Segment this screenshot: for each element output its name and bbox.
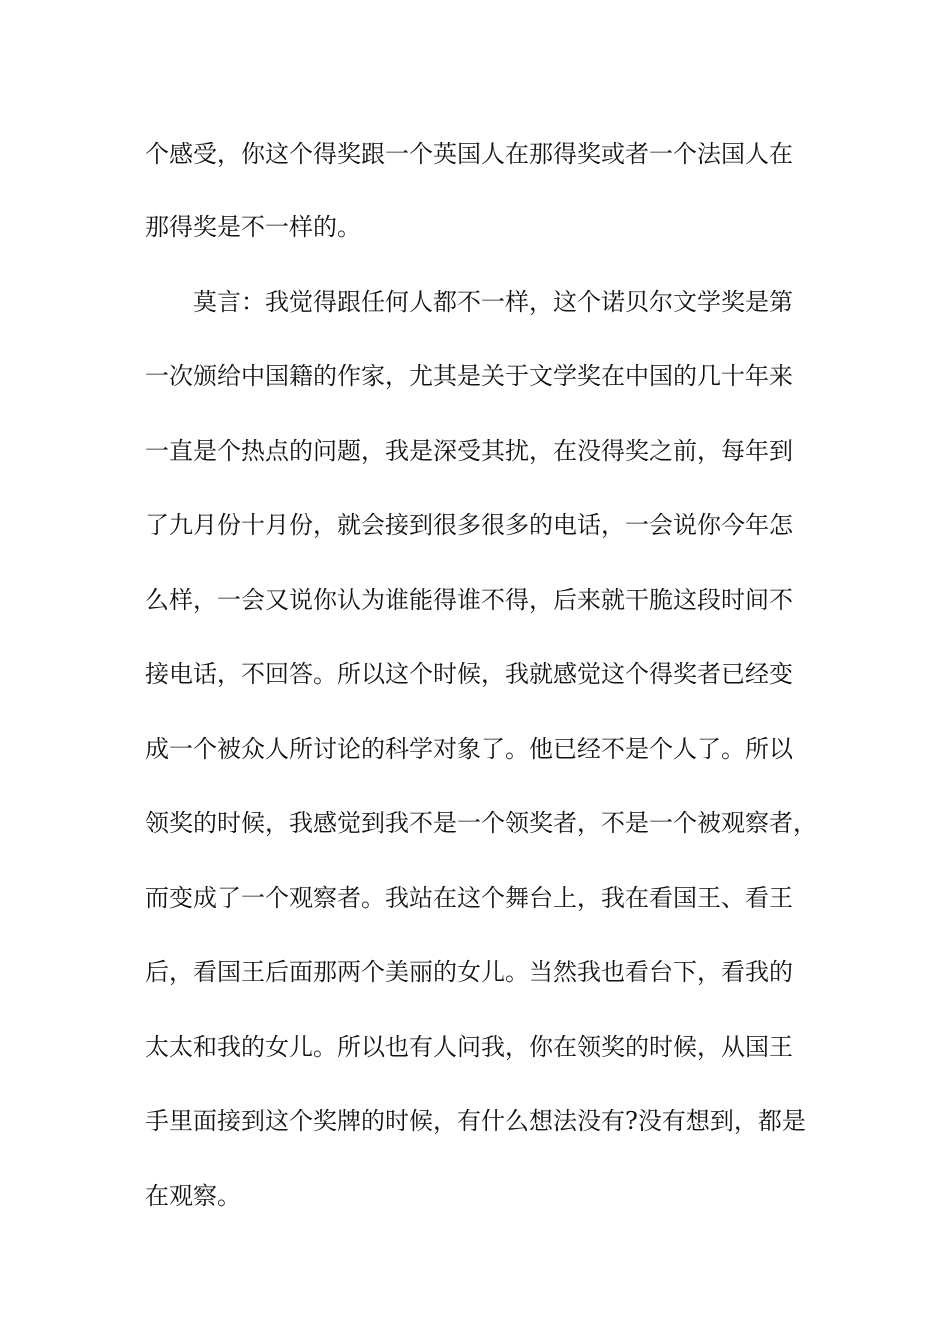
text-line: 在观察。 bbox=[145, 1182, 241, 1210]
text-line: 接电话，不回答。所以这个时候，我就感觉这个得奖者已经变 bbox=[145, 660, 793, 688]
text-line: 成一个被众人所讨论的科学对象了。他已经不是个人了。所以 bbox=[145, 735, 793, 763]
text-line: 手里面接到这个奖牌的时候，有什么想法没有?没有想到，都是 bbox=[145, 1107, 806, 1135]
text-line: 那得奖是不一样的。 bbox=[145, 213, 361, 241]
text-line: 了九月份十月份，就会接到很多很多的电话，一会说你今年怎 bbox=[145, 511, 793, 539]
text-line: 么样，一会又说你认为谁能得谁不得，后来就干脆这段时间不 bbox=[145, 586, 793, 614]
paragraph-start-line: 莫言：我觉得跟任何人都不一样，这个诺贝尔文学奖是第 bbox=[193, 288, 793, 316]
text-line: 领奖的时候，我感觉到我不是一个领奖者，不是一个被观察者， bbox=[145, 809, 817, 837]
text-line: 一次颁给中国籍的作家，尤其是关于文学奖在中国的几十年来 bbox=[145, 362, 793, 390]
text-line: 太太和我的女儿。所以也有人问我，你在领奖的时候，从国王 bbox=[145, 1033, 793, 1061]
text-line: 个感受，你这个得奖跟一个英国人在那得奖或者一个法国人在 bbox=[145, 140, 793, 168]
text-line: 一直是个热点的问题，我是深受其扰，在没得奖之前，每年到 bbox=[145, 437, 793, 465]
text-line: 而变成了一个观察者。我站在这个舞台上，我在看国王、看王 bbox=[145, 884, 793, 912]
text-line: 后，看国王后面那两个美丽的女儿。当然我也看台下，看我的 bbox=[145, 958, 793, 986]
